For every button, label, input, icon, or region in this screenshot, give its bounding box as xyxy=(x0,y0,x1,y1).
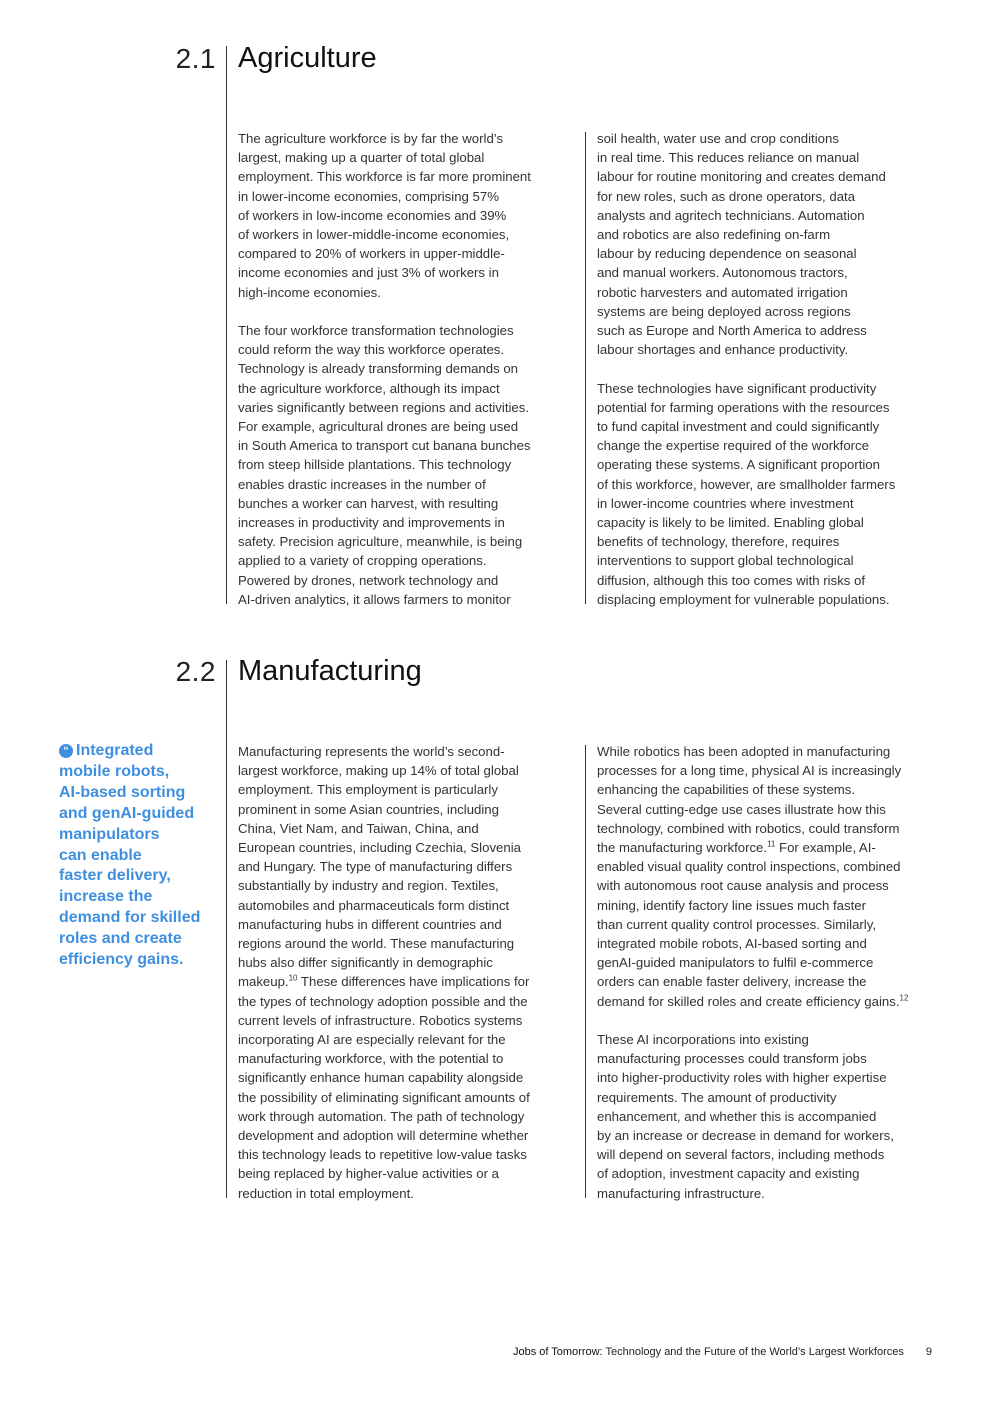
text-line: of adoption, investment capacity and existing xyxy=(597,1166,860,1182)
text-line: interventions to support global technological xyxy=(597,553,854,569)
text-line: capacity is likely to be limited. Enabling global xyxy=(597,515,864,531)
text-line: with autonomous root cause analysis and process xyxy=(597,878,889,894)
footnote-ref[interactable]: 10 xyxy=(288,974,298,984)
text-line: prominent in some Asian countries, including xyxy=(238,801,499,817)
text-line: manufacturing workforce, with the potential to xyxy=(238,1051,504,1067)
page-footer xyxy=(513,1346,932,1358)
text-line: operating these systems. A significant proportion xyxy=(597,457,880,473)
text-line: compared to 20% of workers in upper-middle- xyxy=(238,246,505,262)
text-line: AI-driven analytics, it allows farmers to monitor xyxy=(238,591,511,607)
text-line: of this workforce, however, are smallholder farmers xyxy=(597,476,896,492)
section-title: Manufacturing xyxy=(238,655,422,687)
pull-quote xyxy=(59,741,219,971)
text-line: and manual workers. Autonomous tractors, xyxy=(597,265,848,281)
text-line: incorporating AI are especially relevant for the xyxy=(238,1032,506,1048)
text-line: The agriculture workforce is by far the world’s xyxy=(238,131,504,146)
text-line: applied to a variety of cropping operations. xyxy=(238,553,487,569)
text-line: increases in productivity and improvements in xyxy=(238,515,505,531)
text-line: the agriculture workforce, although its impact xyxy=(238,380,500,396)
text-line: current levels of infrastructure. Robotics systems xyxy=(238,1012,523,1028)
text-line: enhancement, and whether this is accompanied xyxy=(597,1108,877,1124)
text-line: These technologies have significant productivity xyxy=(597,380,877,396)
text-line: will depend on several factors, including methods xyxy=(597,1147,885,1163)
paragraph xyxy=(238,321,574,609)
text-line: While robotics has been adopted in manufacturing xyxy=(597,744,891,759)
text-line: demand for skilled roles and create efficiency gains.$^{12}$ xyxy=(597,993,909,1009)
text-line: could reform the way this workforce operates. xyxy=(238,342,505,358)
text-line: Technology is already transforming demands on xyxy=(238,361,519,377)
text-line: in lower-income economies, comprising 57% xyxy=(238,188,499,204)
text-line: varies significantly between regions and activities. xyxy=(238,399,530,415)
text-line: regions around the world. These manufacturing xyxy=(238,936,515,952)
pull-quote-line: manipulators xyxy=(59,825,160,843)
text-line: for new roles, such as drone operators, data xyxy=(597,188,856,204)
text-line: employment. This workforce is far more prominent xyxy=(238,169,531,185)
pull-quote-line: mobile robots, xyxy=(59,762,170,780)
text-line: benefits of technology, therefore, requires xyxy=(597,534,840,550)
paragraph xyxy=(597,1030,933,1203)
section-title: Agriculture xyxy=(238,42,377,74)
paragraph xyxy=(597,379,933,609)
text-line: such as Europe and North America to address xyxy=(597,323,867,339)
agriculture-left-column xyxy=(238,129,574,609)
text-line: the manufacturing workforce.$^{11}$ For example, AI- xyxy=(597,839,876,856)
text-line: change the expertise required of the workforce xyxy=(597,438,869,454)
text-line: enhancing the capabilities of these systems. xyxy=(597,782,856,798)
text-line: European countries, including Czechia, Slovenia xyxy=(238,840,521,856)
text-line: and Hungary. The type of manufacturing differs xyxy=(238,859,513,875)
agriculture-right-column xyxy=(597,129,933,609)
text-line: reduction in total employment. xyxy=(238,1185,414,1201)
text-line: soil health, water use and crop conditions xyxy=(597,131,839,146)
text-line: labour for routine monitoring and creates demand xyxy=(597,169,886,185)
pull-quote-line: AI-based sorting xyxy=(59,783,186,801)
pull-quote-line: roles and create xyxy=(59,930,182,948)
text-line: displacing employment for vulnerable populations. xyxy=(597,591,890,607)
text-line: this technology leads to repetitive low-value tasks xyxy=(238,1147,527,1163)
text-line: These AI incorporations into existing xyxy=(597,1032,809,1048)
pull-quote-line: can enable xyxy=(59,846,142,864)
text-line: manufacturing infrastructure. xyxy=(597,1185,765,1201)
pull-quote-line: efficiency gains. xyxy=(59,951,184,969)
text-line: integrated mobile robots, AI-based sorting and xyxy=(597,936,867,952)
text-line: being replaced by higher-value activities or a xyxy=(238,1166,499,1182)
report-subtitle: Technology and the Future of the World’s Largest Workforces xyxy=(602,1346,904,1358)
text-line: The four workforce transformation technologies xyxy=(238,323,514,339)
text-line: largest, making up a quarter of total global xyxy=(238,150,485,166)
text-line: of workers in lower-middle-income economies, xyxy=(238,227,510,243)
text-line: into higher-productivity roles with higher expertise xyxy=(597,1070,887,1086)
text-line: from steep hillside plantations. This technology xyxy=(238,457,512,473)
text-line: hubs also differ significantly in demographic xyxy=(238,955,493,971)
text-line: mining, identify factory line issues much faster xyxy=(597,897,866,913)
pull-quote-line: demand for skilled xyxy=(59,909,201,927)
pull-quote-line: and genAI-guided xyxy=(59,804,195,822)
text-line: processes for a long time, physical AI is increasingly xyxy=(597,763,902,779)
text-line: high-income economies. xyxy=(238,284,381,300)
text-line: development and adoption will determine whether xyxy=(238,1128,529,1144)
text-line: and robotics are also redefining on-farm xyxy=(597,227,831,243)
text-line: potential for farming operations with the resources xyxy=(597,399,890,415)
report-title: Jobs of Tomorrow: xyxy=(512,1346,603,1358)
text-line: labour shortages and enhance productivity. xyxy=(597,342,849,358)
text-line: systems are being deployed across regions xyxy=(597,303,851,319)
section-divider xyxy=(226,46,227,604)
manufacturing-right-column xyxy=(597,742,933,1203)
section-number: 2.1 xyxy=(175,43,216,74)
text-line: Manufacturing represents the world’s second- xyxy=(238,744,505,759)
section-number: 2.2 xyxy=(175,656,216,687)
text-line: makeup.$^{10}$ These differences have implications for xyxy=(238,974,530,990)
text-line: manufacturing hubs in different countries and xyxy=(238,916,502,932)
text-line: to fund capital investment and could significantly xyxy=(597,419,880,435)
text-line: than current quality control processes. Similarly, xyxy=(597,916,877,932)
column-divider xyxy=(585,132,586,604)
text-line: in South America to transport cut banana bunches xyxy=(238,438,531,454)
text-line: diffusion, although this too comes with risks of xyxy=(597,572,866,588)
paragraph xyxy=(597,742,933,1011)
pull-quote-line: Integrated xyxy=(76,742,154,759)
text-line: manufacturing processes could transform jobs xyxy=(597,1051,867,1067)
text-line: For example, agricultural drones are being used xyxy=(238,419,519,435)
pull-quote-line: increase the xyxy=(59,888,153,906)
text-line: the types of technology adoption possible and the xyxy=(238,993,528,1009)
column-divider xyxy=(585,745,586,1198)
footnote-ref[interactable]: 12 xyxy=(899,993,909,1003)
text-line: income economies and just 3% of workers in xyxy=(238,265,499,281)
text-line: enables drastic increases in the number of xyxy=(238,476,486,492)
manufacturing-left-column xyxy=(238,742,574,1203)
text-line: Several cutting-edge use cases illustrate how this xyxy=(597,801,886,817)
paragraph xyxy=(238,742,574,1203)
text-line: orders can enable faster delivery, increase the xyxy=(597,974,867,990)
text-line: automobiles and pharmaceuticals form distinct xyxy=(238,897,510,913)
text-line: China, Viet Nam, and Taiwan, China, and xyxy=(238,820,479,836)
text-line: robotic harvesters and automated irrigation xyxy=(597,284,848,300)
page-number: 9 xyxy=(925,1346,932,1358)
text-line: Powered by drones, network technology and xyxy=(238,572,499,588)
text-line: bunches a worker can harvest, with resulting xyxy=(238,495,499,511)
text-line: largest workforce, making up 14% of total global xyxy=(238,763,519,779)
text-line: safety. Precision agriculture, meanwhile, is being xyxy=(238,534,523,550)
text-line: significantly enhance human capability alongside xyxy=(238,1070,524,1086)
text-line: of workers in low-income economies and 39% xyxy=(238,207,507,223)
text-line: work through automation. The path of technology xyxy=(238,1108,525,1124)
footnote-ref[interactable]: 11 xyxy=(767,839,776,849)
text-line: by an increase or decrease in demand for workers, xyxy=(597,1128,894,1144)
paragraph xyxy=(238,129,574,302)
text-line: analysts and agritech technicians. Automation xyxy=(597,207,865,223)
text-line: substantially by industry and region. Textiles, xyxy=(238,878,499,894)
pull-quote-line: faster delivery, xyxy=(59,867,171,885)
text-line: in real time. This reduces reliance on manual xyxy=(597,150,860,166)
text-line: technology, combined with robotics, could transform xyxy=(597,820,900,836)
section-divider xyxy=(226,660,227,1198)
text-line: employment. This employment is particularly xyxy=(238,782,498,798)
text-line: labour by reducing dependence on seasonal xyxy=(597,246,857,262)
paragraph xyxy=(597,129,933,359)
text-line: enabled visual quality control inspections, combined xyxy=(597,859,901,875)
text-line: in lower-income countries where investment xyxy=(597,495,854,511)
text-line: requirements. The amount of productivity xyxy=(597,1089,837,1105)
text-line: genAI-guided manipulators to fulfil e-commerce xyxy=(597,955,874,971)
text-line: the possibility of eliminating significant amounts of xyxy=(238,1089,530,1105)
quote-icon: “ xyxy=(59,744,73,758)
